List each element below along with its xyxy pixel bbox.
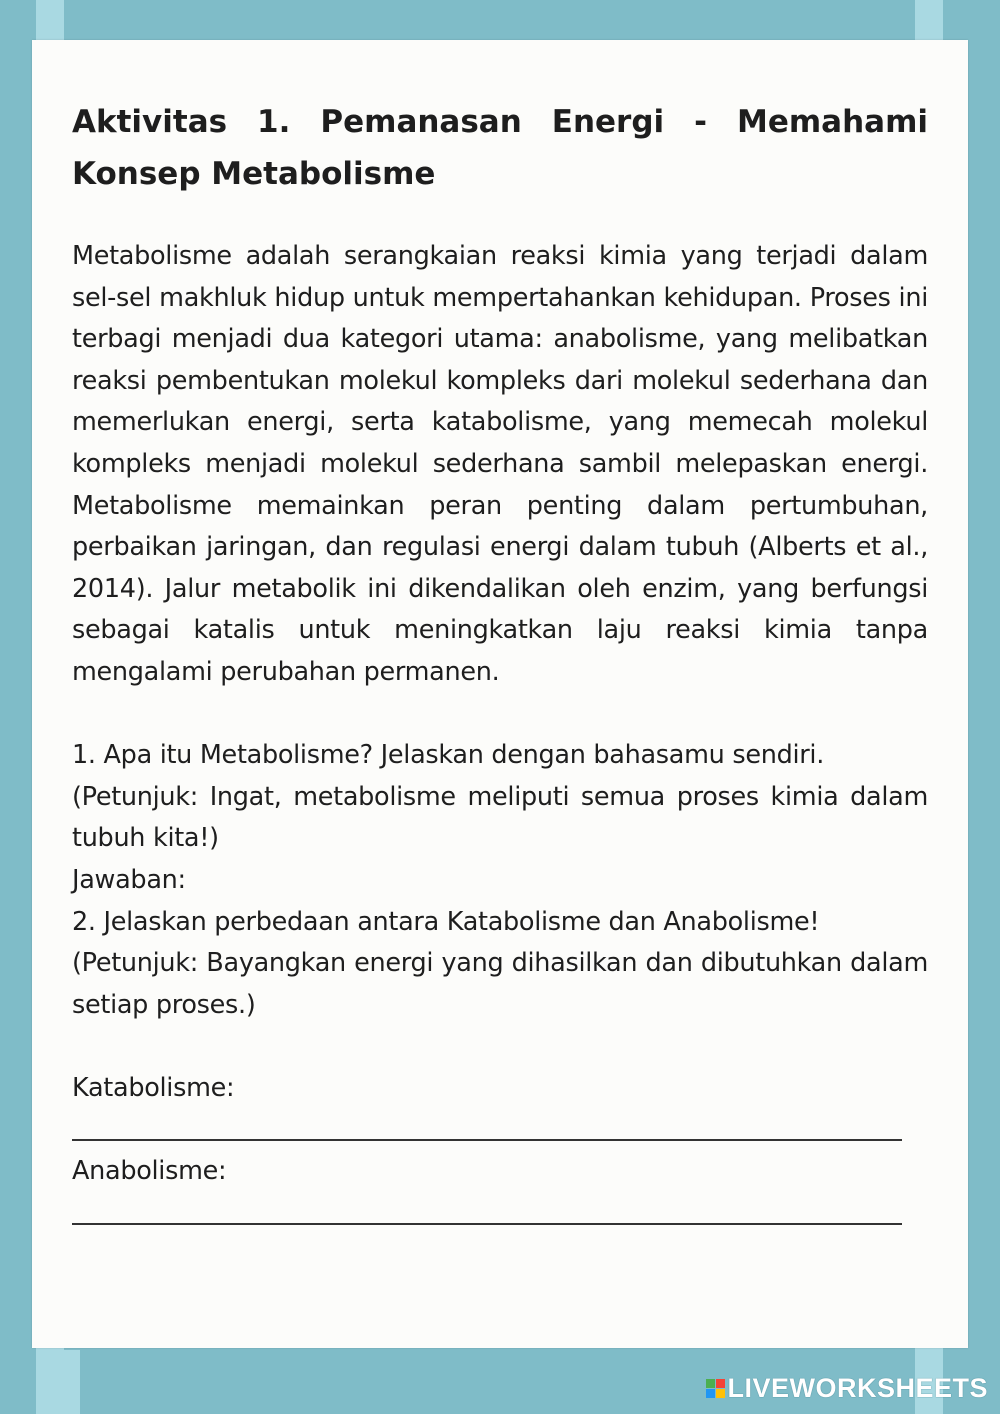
katabolisme-answer-line[interactable]	[72, 1109, 928, 1151]
liveworksheets-logo-icon	[706, 1379, 725, 1398]
question-1-hint: (Petunjuk: Ingat, metabolisme meliputi semua proses kimia dalam tubuh kita!)	[72, 781, 928, 854]
answer-label: Jawaban:	[72, 864, 186, 895]
intro-paragraph: Metabolisme adalah serangkaian reaksi kimia yang terjadi dalam sel-sel makhluk hidup untuk mempertahankan kehidupan. Proses ini terbagi menjadi dua kategori utama: anabolisme, yang melibatkan reaksi pembentukan molekul kompleks dari molekul sederhana dan memerlukan energi, serta katabolisme, yang memecah molekul kompleks menjadi molekul sederhana sambil melepaskan energi. Metabolisme memainkan peran penting dalam pertumbuhan, perbaikan jaringan, dan regulasi energi dalam tubuh (Alberts et al., 2014). Jalur metabolik ini dikendalikan oleh enzim, yang berfungsi sebagai katalis untuk meningkatkan laju reaksi kimia tanpa mengalami perubahan permanen.	[72, 241, 928, 687]
anabolisme-label: Anabolisme:	[72, 1156, 227, 1187]
question-2: 2. Jelaskan perbedaan antara Katabolisme dan Anabolisme!	[72, 906, 820, 937]
background-stripe	[60, 1350, 80, 1414]
worksheet-content	[72, 96, 928, 1234]
spacer	[72, 1026, 928, 1068]
question-1: 1. Apa itu Metabolisme? Jelaskan dengan bahasamu sendiri.	[72, 740, 825, 771]
question-2-hint: (Petunjuk: Bayangkan energi yang dihasilkan dan dibutuhkan dalam setiap proses.)	[72, 948, 928, 1020]
logo-text: LIVEWORKSHEETS	[727, 1373, 988, 1403]
liveworksheets-logo	[706, 1373, 988, 1404]
worksheet-page	[32, 40, 968, 1348]
worksheet-title: Aktivitas 1. Pemanasan Energi - Memahami Konsep Metabolisme	[72, 104, 928, 192]
katabolisme-label: Katabolisme:	[72, 1072, 235, 1103]
anabolisme-answer-line[interactable]	[72, 1193, 928, 1235]
